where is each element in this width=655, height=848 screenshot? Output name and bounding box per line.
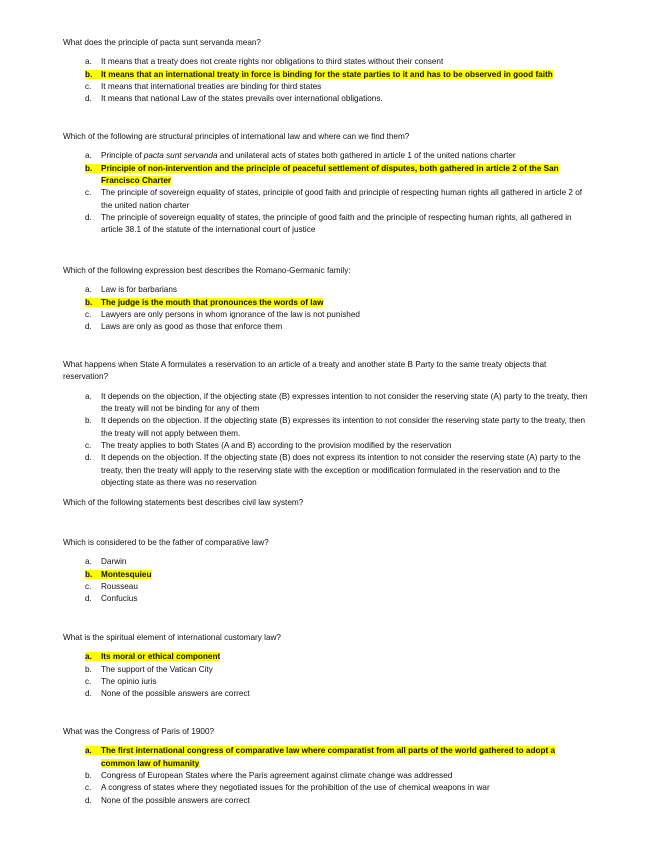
option-letter: c. bbox=[85, 310, 92, 319]
option-letter: b. bbox=[85, 664, 92, 674]
option-letter: c. bbox=[85, 783, 92, 793]
option-letter: c. bbox=[85, 677, 92, 686]
option-a bbox=[63, 391, 591, 416]
option-b-highlighted bbox=[63, 69, 591, 81]
option-text: It means that national Law of the states prevails over international obligations. bbox=[101, 94, 383, 104]
question-text: Which is considered to be the father of comparative law? bbox=[63, 538, 269, 547]
option-letter: d. bbox=[85, 795, 92, 805]
option-text: Law is for barbarians bbox=[101, 285, 177, 295]
option-letter: b. bbox=[85, 69, 93, 79]
option-letter: b. bbox=[85, 771, 92, 780]
option-b bbox=[63, 415, 591, 440]
option-c bbox=[63, 81, 591, 93]
option-text: It means that an international treaty in force is binding for the state parties to it and has to be observed in good faith bbox=[101, 69, 553, 79]
question-4 bbox=[63, 359, 591, 489]
option-text: The principle of sovereign equality of states, principle of good faith and principle of respecting human rights all gathered in article 2 of the united nation charter bbox=[101, 188, 583, 210]
option-text: The judge is the mouth that pronounces the words of law bbox=[101, 297, 324, 307]
option-text: Lawyers are only persons in whom ignorance of the law is not punished bbox=[101, 310, 360, 319]
question-text: What does the principle of pacta sunt servanda mean? bbox=[63, 38, 261, 47]
question-1 bbox=[63, 37, 591, 106]
option-text: It depends on the objection, if the objecting state (B) expresses intention to not consider the reserving state (A) party to the treaty, then the treaty will not be binding for any of them bbox=[101, 391, 588, 414]
option-text: It depends on the objection. If the objecting state (B) does not express its intention to not consider the reserving state (A) party to the treaty, then the treaty will apply to the reserving state with the exception or modification formulated in the reservation and to the objecting state as there was no reservation bbox=[101, 453, 581, 487]
option-a bbox=[63, 556, 591, 568]
question-3 bbox=[63, 265, 591, 334]
option-text: Principle of non-intervention and the principle of peaceful settlement of disputes, both gathered in article 2 of the San Francisco Charter bbox=[101, 163, 559, 185]
option-d bbox=[63, 321, 591, 333]
option-text: and unilateral acts of states both gathered in article 1 of the united nations charter bbox=[217, 151, 516, 161]
question-text: Which of the following statements best describes civil law system? bbox=[63, 498, 304, 507]
option-letter: d. bbox=[85, 453, 92, 463]
option-text-pre: Principle of bbox=[101, 151, 144, 161]
option-c bbox=[63, 581, 591, 593]
question-6 bbox=[63, 537, 591, 606]
option-b bbox=[63, 664, 591, 676]
question-text: Which of the following expression best describes the Romano-Germanic family: bbox=[63, 266, 351, 275]
option-letter: d. bbox=[85, 689, 92, 699]
option-letter: a. bbox=[85, 652, 92, 662]
option-text: The opinio iuris bbox=[101, 677, 157, 686]
option-letter: a. bbox=[85, 57, 92, 67]
option-a bbox=[63, 56, 591, 68]
option-c bbox=[63, 782, 591, 794]
option-letter: b. bbox=[85, 163, 93, 173]
question-5 bbox=[63, 497, 591, 516]
option-b bbox=[63, 770, 591, 782]
option-d bbox=[63, 212, 591, 237]
option-letter: b. bbox=[85, 569, 93, 579]
option-letter: b. bbox=[85, 416, 92, 426]
option-text: Its moral or ethical component bbox=[101, 652, 221, 662]
option-letter: a. bbox=[85, 391, 92, 401]
option-letter: a. bbox=[85, 151, 92, 161]
option-letter: d. bbox=[85, 322, 92, 332]
option-a bbox=[63, 150, 591, 162]
option-a-highlighted bbox=[63, 745, 591, 770]
option-c bbox=[63, 187, 591, 212]
option-text: Confucius bbox=[101, 594, 138, 604]
question-text: Which of the following are structural principles of international law and where can we find them? bbox=[63, 132, 410, 141]
option-letter: c. bbox=[85, 188, 92, 198]
question-2 bbox=[63, 131, 591, 236]
question-text: What is the spiritual element of international customary law? bbox=[63, 633, 281, 642]
option-d bbox=[63, 93, 591, 105]
option-text: The principle of sovereign equality of states, the principle of good faith and the principle of respecting human rights, all gathered in article 38.1 of the statute of the international court of justice bbox=[101, 212, 572, 235]
option-d bbox=[63, 688, 591, 700]
option-text: Rousseau bbox=[101, 582, 138, 591]
option-d bbox=[63, 795, 591, 807]
option-a bbox=[63, 284, 591, 296]
option-a-highlighted bbox=[63, 651, 591, 663]
option-c bbox=[63, 440, 591, 452]
option-text: A congress of states where they negotiated issues for the prohibition of the use of chemical weapons in war bbox=[101, 783, 490, 793]
option-text: The support of the Vatican City bbox=[101, 664, 213, 674]
option-text: Montesquieu bbox=[101, 569, 152, 579]
option-letter: c. bbox=[85, 441, 92, 450]
option-letter: b. bbox=[85, 297, 93, 307]
option-text: It depends on the objection. If the objecting state (B) expresses its intention to not consider the reserving state party to the treaty, then the treaty will not apply between them. bbox=[101, 416, 586, 438]
question-text: What happens when State A formulates a reservation to an article of a treaty and another state B Party to the same treaty objects that reservation? bbox=[63, 360, 547, 382]
option-text: It means that a treaty does not create rights nor obligations to third states without their consent bbox=[101, 57, 444, 67]
option-text: Congress of European States where the Paris agreement against climate change was addressed bbox=[101, 771, 453, 780]
option-c bbox=[63, 309, 591, 321]
option-text: The first international congress of comparative law where comparatist from all parts of the world gathered to adopt a common law of humanity bbox=[101, 746, 556, 768]
question-7 bbox=[63, 632, 591, 701]
option-text: Laws are only as good as those that enforce them bbox=[101, 322, 283, 332]
option-d bbox=[63, 452, 591, 489]
option-d bbox=[63, 593, 591, 605]
option-letter: a. bbox=[85, 285, 92, 295]
question-8 bbox=[63, 726, 591, 807]
option-b-highlighted bbox=[63, 297, 591, 309]
option-letter: d. bbox=[85, 212, 92, 222]
option-letter: d. bbox=[85, 94, 92, 104]
option-b-highlighted bbox=[63, 569, 591, 581]
option-text: It means that international treaties are binding for third states bbox=[101, 82, 322, 91]
question-text: What was the Congress of Paris of 1900? bbox=[63, 727, 215, 736]
option-c bbox=[63, 676, 591, 688]
option-text: None of the possible answers are correct bbox=[101, 795, 250, 805]
option-b-highlighted bbox=[63, 163, 591, 188]
option-text: None of the possible answers are correct bbox=[101, 689, 250, 699]
option-text-italic: pacta sunt servanda bbox=[143, 151, 218, 161]
option-letter: d. bbox=[85, 594, 92, 604]
option-letter: c. bbox=[85, 582, 92, 591]
option-letter: a. bbox=[85, 557, 92, 567]
option-letter: a. bbox=[85, 746, 92, 756]
option-letter: c. bbox=[85, 82, 92, 91]
option-text: Darwin bbox=[101, 557, 127, 567]
option-text: The treaty applies to both States (A and B) according to the provision modified by the reservation bbox=[101, 441, 452, 450]
